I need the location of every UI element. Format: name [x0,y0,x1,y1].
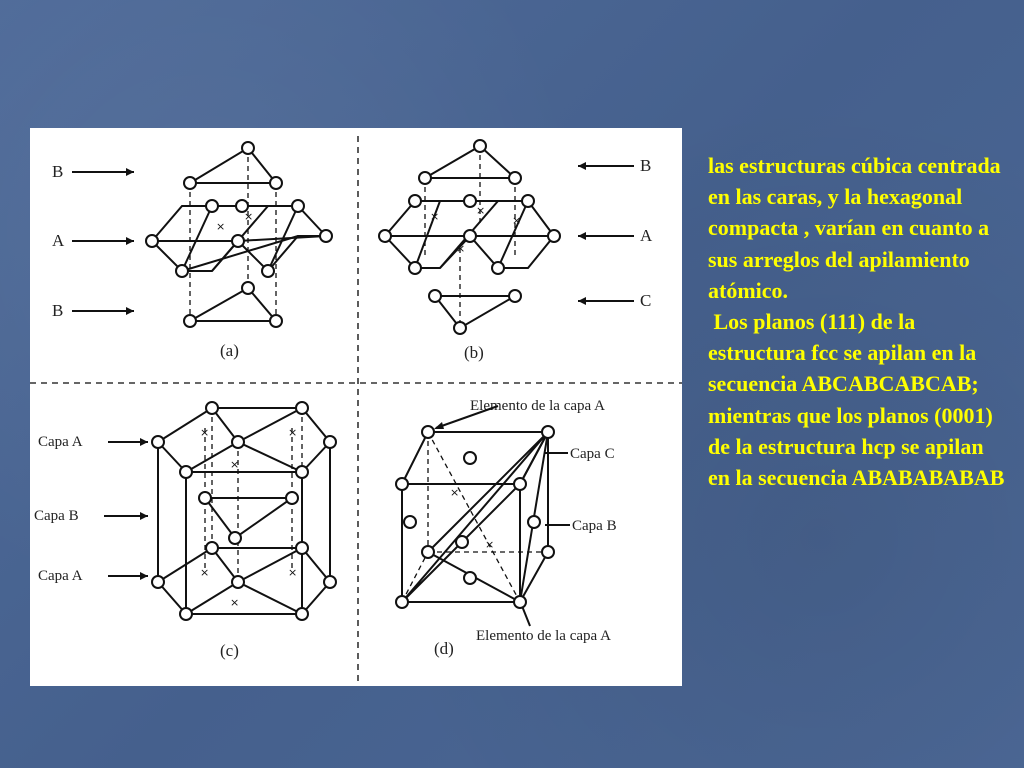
atom [296,466,308,478]
arrow-head [140,438,148,446]
panel-c [34,402,336,660]
atom [409,195,421,207]
panel-c-layer-mid: Capa B [34,508,79,524]
paragraph-structures: las estructuras cúbica centrada en las caras, y la hexagonal compacta , varían en cuanto a sus arreglos del apilamiento atómico. [708,153,1007,303]
panel-d [396,398,617,658]
arrow-head [434,422,444,429]
atom [176,265,188,277]
atom [396,596,408,608]
atom [396,478,408,490]
atom [419,172,431,184]
panel-c-layer-bottom: Capa A [38,568,83,584]
x-mark: × [288,566,298,579]
x-mark: × [288,426,298,439]
panel-a-label: (a) [220,341,239,360]
atom [229,532,241,544]
panel-d-capa-c: Capa C [570,446,615,462]
stacking-diagram [30,128,682,686]
atom [232,576,244,588]
atom [270,315,282,327]
panel-b-layer-mid: A [640,226,653,245]
layer-b-triangle [205,498,292,538]
atom [324,576,336,588]
atom [522,195,534,207]
x-mark: × [230,596,240,609]
atom [206,542,218,554]
pointer-line [436,406,498,428]
panel-c-layer-top: Capa A [38,434,83,450]
atom [242,282,254,294]
pointer-line [522,606,530,626]
panel-d-bottom-note: Elemento de la capa A [476,628,611,644]
atom [206,402,218,414]
explanation-text [708,150,1008,493]
arrow-head [578,232,586,240]
arrow-head [140,572,148,580]
arrow-head [578,297,586,305]
stacking-figure [30,128,682,686]
atom [270,177,282,189]
x-mark: × [450,486,460,499]
x-mark: × [244,210,254,223]
panel-b-layer-top: B [640,156,652,175]
atom [454,322,466,334]
atom [509,172,521,184]
panel-d-top-note: Elemento de la capa A [470,398,605,414]
atom [232,436,244,448]
atom [296,608,308,620]
atom [542,426,554,438]
panel-d-capa-b: Capa B [572,518,617,534]
layer-a-edge [498,201,528,268]
atom [492,262,504,274]
atom [464,452,476,464]
atom [292,200,304,212]
panel-b-label: (b) [464,343,484,362]
x-mark: × [200,426,210,439]
atom [422,546,434,558]
atom [409,262,421,274]
atom [379,230,391,242]
atom [184,177,196,189]
atom [514,596,526,608]
atom [152,576,164,588]
atom [180,466,192,478]
atom [509,290,521,302]
paragraph-planes: Los planos (111) de la estructura fcc se apilan en la secuencia ABCABCABCAB; mientras que los planos (0001) de la estructura hcp se apilan en la secuencia ABABABABAB [708,309,1005,491]
atom [206,200,218,212]
x-mark: × [476,204,486,217]
atom [514,478,526,490]
x-mark: × [230,458,240,471]
atom [180,608,192,620]
atom [296,402,308,414]
hex-bottom-inner [186,582,302,614]
arrow-head [126,237,134,245]
atom [528,516,540,528]
arrow-head [126,168,134,176]
panel-a-layer-bottom: B [52,301,64,320]
atom [324,436,336,448]
layer-a-edge [182,206,212,271]
x-mark: × [456,242,466,255]
atom [422,426,434,438]
atom [184,315,196,327]
layer-b-top-triangle [190,148,276,183]
atom [199,492,211,504]
atom [232,235,244,247]
x-mark: × [216,220,226,233]
atom [464,572,476,584]
atom [474,140,486,152]
panel-a-layer-top: B [52,162,64,181]
atom [262,265,274,277]
atom [464,195,476,207]
layer-b-bottom-triangle [190,288,276,321]
atom [286,492,298,504]
panel-b-layer-bottom: C [640,291,652,310]
x-mark: × [200,566,210,579]
panel-c-label: (c) [220,641,239,660]
atom [320,230,332,242]
arrow-head [578,162,586,170]
x-mark: × [485,538,495,551]
atom [456,536,468,548]
atom [296,542,308,554]
layer-c-triangle [435,296,515,328]
atom [404,516,416,528]
arrow-head [140,512,148,520]
atom [429,290,441,302]
panel-a-layer-mid: A [52,231,65,250]
arrow-head [126,307,134,315]
x-mark: × [430,210,440,223]
panel-d-label: (d) [434,639,454,658]
atom [146,235,158,247]
atom [464,230,476,242]
atom [242,142,254,154]
atom [542,546,554,558]
atom [548,230,560,242]
atom [152,436,164,448]
layer-b-triangle [425,146,515,178]
x-mark: × [512,214,522,227]
hex-top-inner [186,442,302,472]
panel-b [379,140,653,362]
panel-a [52,142,332,360]
